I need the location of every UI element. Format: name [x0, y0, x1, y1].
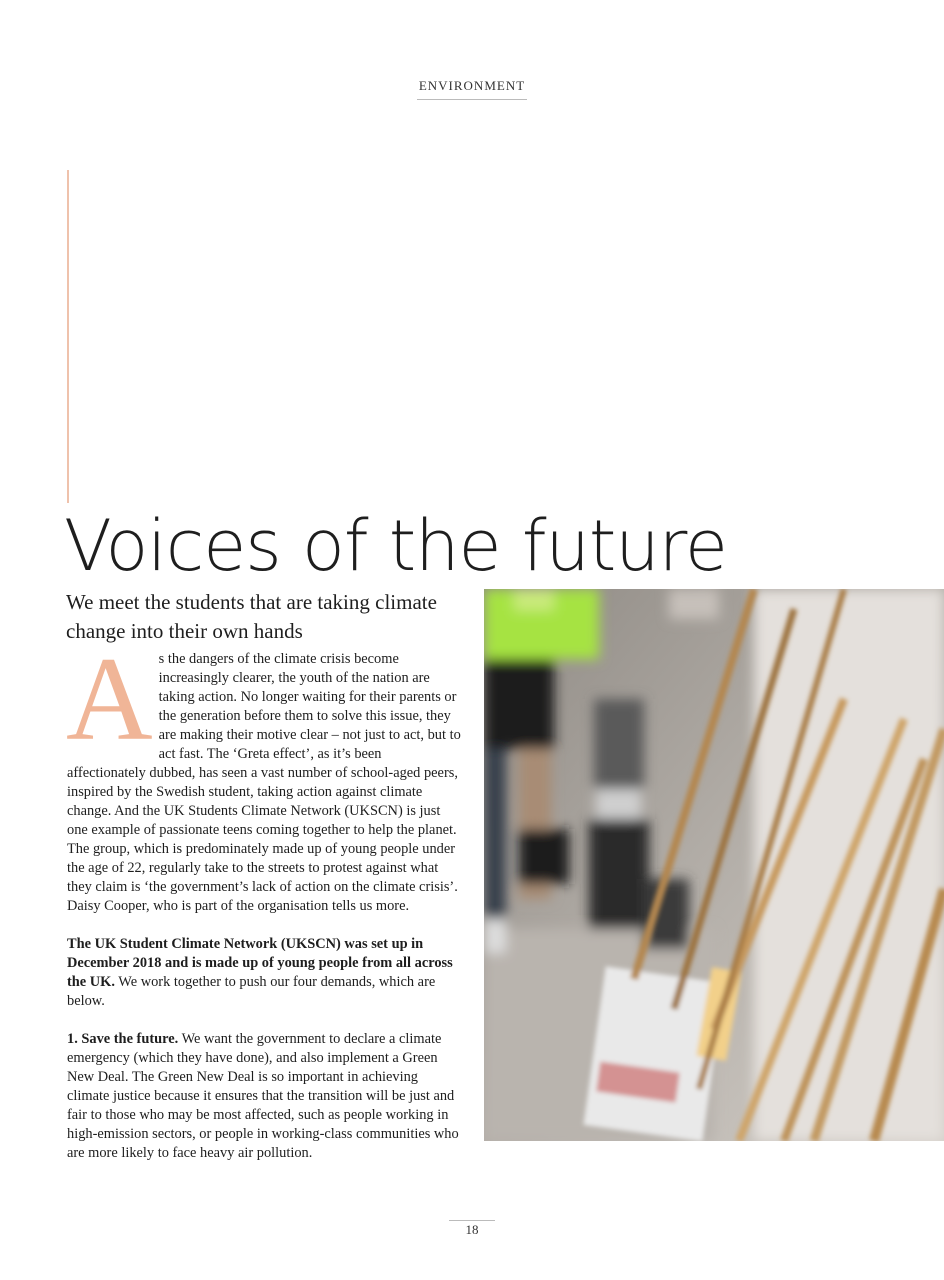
demand-text: We want the government to declare a climate emergency (which they have done), and also implement a Green New Deal. The Green New Deal is so important in achieving climate justice because it ensures that the transition will be just and fair to those who may be most affected, such as people working in high-emission sectors, or people in working-class communities who are more likely to face heavy air pollution. [67, 1031, 459, 1161]
question-lead: The UK Student Climate Network (UKSCN) was set up in December 2018 and is made up of young people from all across the UK. [67, 936, 453, 990]
demand-paragraph [67, 1030, 463, 1163]
article-standfirst: We meet the students that are taking climate change into their own hands [66, 590, 437, 643]
article-body [66, 632, 463, 1182]
page-number: 18 [465, 1222, 479, 1237]
section-label: ENVIRONMENT [418, 78, 526, 93]
drop-cap: A [66, 632, 153, 765]
section-divider [417, 99, 527, 100]
accent-vertical-rule [67, 170, 69, 503]
protest-placards-photo [484, 589, 944, 1141]
page-number-rule [449, 1220, 495, 1221]
intro-text: s the dangers of the climate crisis become increasingly clearer, the youth of the nation are taking action. No longer waiting for their parents or the generation before them to solve this issue, they are making their motive clear – not just to act, but to act fast. The ‘Greta effect’, as it’s been affectionately dubbed, has seen a vast number of school-aged peers, inspired by the Swedish student, taking action against climate change. And the UK Students Climate Network (UKSCN) is just one example of passionate teens coming together to help the planet. The group, which is predominately made up of young people under the age of 22, regularly take to the streets to protest against what they claim is ‘the government’s lack of action on the climate crisis’. Daisy Cooper, who is part of the organisation tells us more. [67, 651, 461, 914]
demand-lead: 1. Save the future. [67, 1031, 179, 1047]
article-headline: Voices of the future [64, 505, 727, 587]
question-paragraph [67, 935, 463, 1011]
intro-paragraph [66, 632, 463, 916]
question-text: We work together to push our four demands, which are below. [67, 974, 436, 1009]
